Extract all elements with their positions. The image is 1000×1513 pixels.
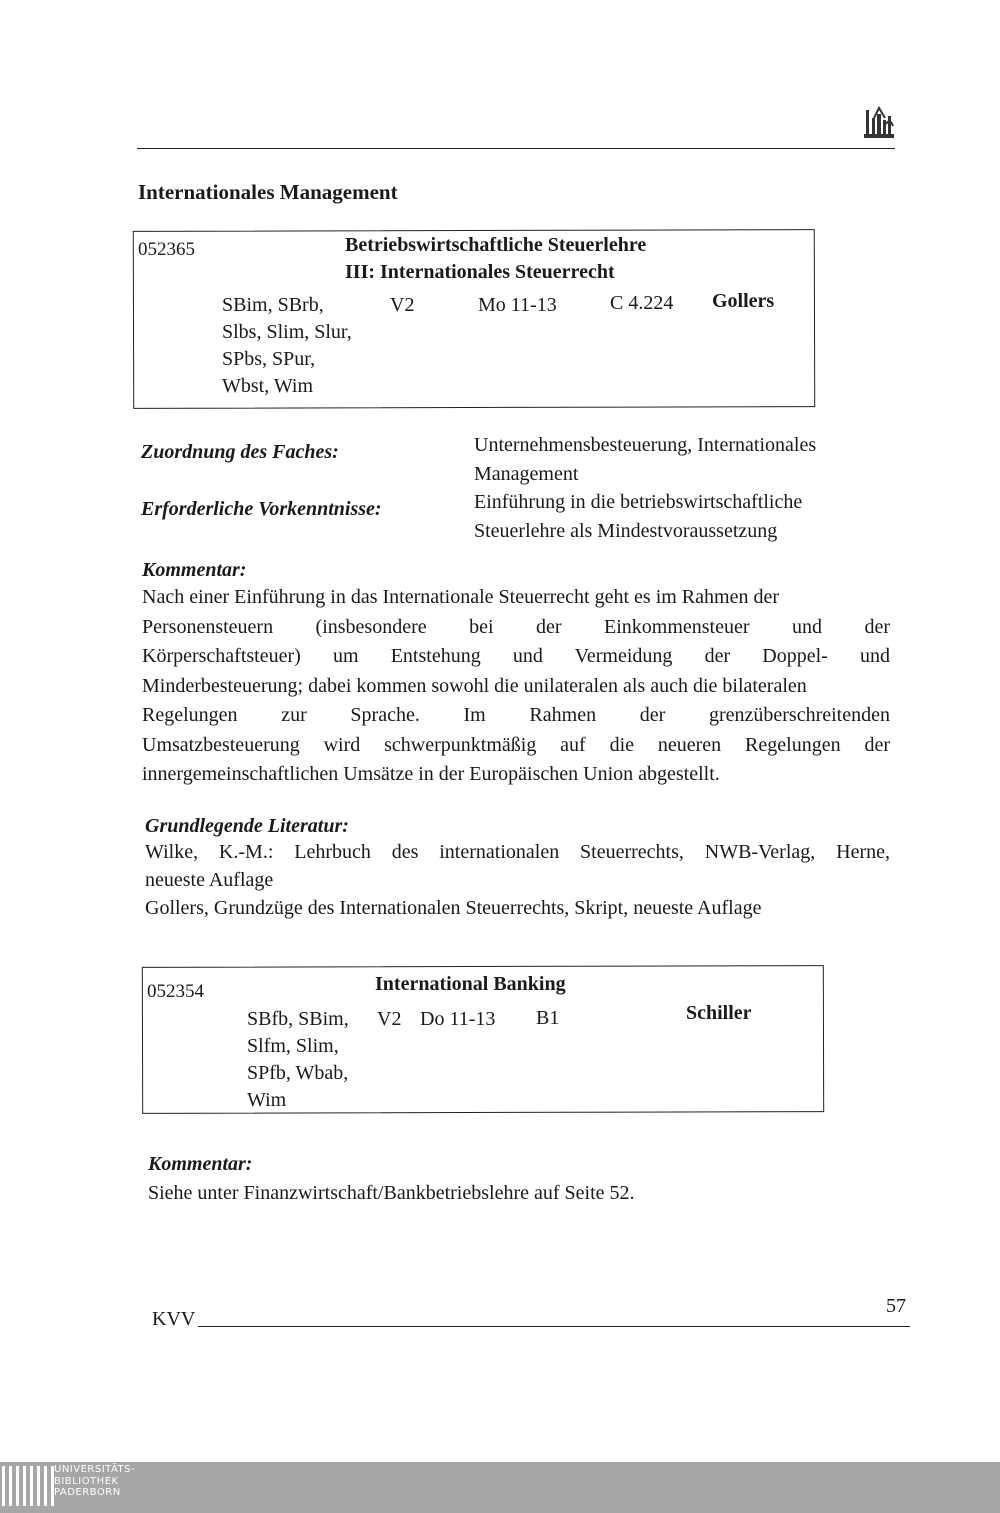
library-name bbox=[54, 1464, 135, 1499]
university-building-icon bbox=[862, 104, 896, 140]
course-lecturer: Schiller bbox=[686, 1002, 752, 1024]
footer-rule bbox=[198, 1326, 910, 1327]
assignment-label: Zuordnung des Faches: bbox=[141, 441, 339, 463]
program-line: SBim, SBrb, bbox=[222, 294, 324, 316]
course-room: C 4.224 bbox=[610, 292, 674, 314]
course-room: B1 bbox=[536, 1007, 560, 1029]
prerequisites-label: Erforderliche Vorkenntnisse: bbox=[141, 498, 382, 520]
literature-line: Gollers, Grundzüge des Internationalen Steuerrechts, Skript, neueste Auflage bbox=[145, 897, 762, 919]
library-name-line: PADERBORN bbox=[54, 1487, 121, 1498]
comment-line: Personensteuern (insbesondere bei der Einkommensteuer und der bbox=[142, 615, 890, 638]
program-line: Wim bbox=[247, 1089, 287, 1111]
literature-label: Grundlegende Literatur: bbox=[145, 815, 349, 837]
course-title-line1: Betriebswirtschaftliche Steuerlehre bbox=[345, 234, 647, 256]
assignment-line: Unternehmensbesteuerung, Internationales bbox=[474, 434, 817, 456]
comment-label: Kommentar: bbox=[142, 559, 247, 581]
comment-line: innergemeinschaftlichen Umsätze in der Europäischen Union abgestellt. bbox=[142, 763, 720, 785]
course-programs bbox=[222, 292, 352, 400]
comment-line: Minderbesteuerung; dabei kommen sowohl die unilateralen als auch die bilateralen bbox=[142, 674, 807, 697]
library-name-line: UNIVERSITÄTS- bbox=[54, 1464, 136, 1475]
literature-body bbox=[145, 838, 890, 922]
course-type: V2 bbox=[390, 294, 415, 316]
page-number: 57 bbox=[886, 1295, 906, 1317]
comment-line: Körperschaftsteuer) um Entstehung und Vermeidung der Doppel- und bbox=[142, 645, 890, 667]
prerequisites-value bbox=[474, 488, 802, 546]
course-number: 052365 bbox=[138, 239, 195, 260]
comment-body: Siehe unter Finanzwirtschaft/Bankbetriebslehre auf Seite 52. bbox=[148, 1182, 635, 1204]
comment-line: Nach einer Einführung in das Internationale Steuerrecht geht es im Rahmen der bbox=[142, 586, 779, 608]
assignment-value bbox=[474, 431, 816, 489]
course-title: International Banking bbox=[375, 973, 566, 995]
assignment-line: Management bbox=[474, 463, 579, 485]
program-line: Slfm, Slim, bbox=[247, 1035, 339, 1057]
barcode-logo-icon bbox=[2, 1466, 54, 1506]
program-line: Wbst, Wim bbox=[222, 375, 314, 397]
literature-line: neueste Auflage bbox=[145, 869, 274, 891]
course-time: Mo 11-13 bbox=[478, 294, 557, 316]
section-title: Internationales Management bbox=[138, 180, 398, 204]
program-line: Slbs, Slim, Slur, bbox=[222, 321, 352, 343]
prerequisites-line: Einführung in die betriebswirtschaftliche bbox=[474, 491, 803, 513]
prerequisites-line: Steuerlehre als Mindestvoraussetzung bbox=[474, 520, 778, 542]
comment-line: Umsatzbesteuerung wird schwerpunktmäßig auf die neueren Regelungen der bbox=[142, 733, 890, 756]
program-line: SPbs, SPur, bbox=[222, 348, 316, 370]
header-rule bbox=[137, 148, 895, 149]
program-line: SPfb, Wbab, bbox=[247, 1062, 349, 1084]
literature-line: Wilke, K.-M.: Lehrbuch des internationalen Steuerrechts, NWB-Verlag, Herne, bbox=[145, 841, 890, 863]
program-line: SBfb, SBim, bbox=[247, 1008, 349, 1030]
library-name-line: BIBLIOTHEK bbox=[54, 1475, 119, 1487]
comment-body bbox=[142, 583, 890, 790]
footer-label: KVV bbox=[152, 1308, 196, 1330]
comment-label: Kommentar: bbox=[148, 1153, 253, 1175]
course-type: V2 bbox=[377, 1008, 402, 1030]
course-number: 052354 bbox=[147, 981, 204, 1002]
course-title-line2: III: Internationales Steuerrecht bbox=[345, 261, 615, 283]
course-programs bbox=[247, 1006, 349, 1114]
course-time: Do 11-13 bbox=[420, 1008, 496, 1030]
library-band bbox=[0, 1462, 1000, 1513]
course-lecturer: Gollers bbox=[712, 290, 775, 312]
comment-line: Regelungen zur Sprache. Im Rahmen der grenzüberschreitenden bbox=[142, 704, 890, 726]
